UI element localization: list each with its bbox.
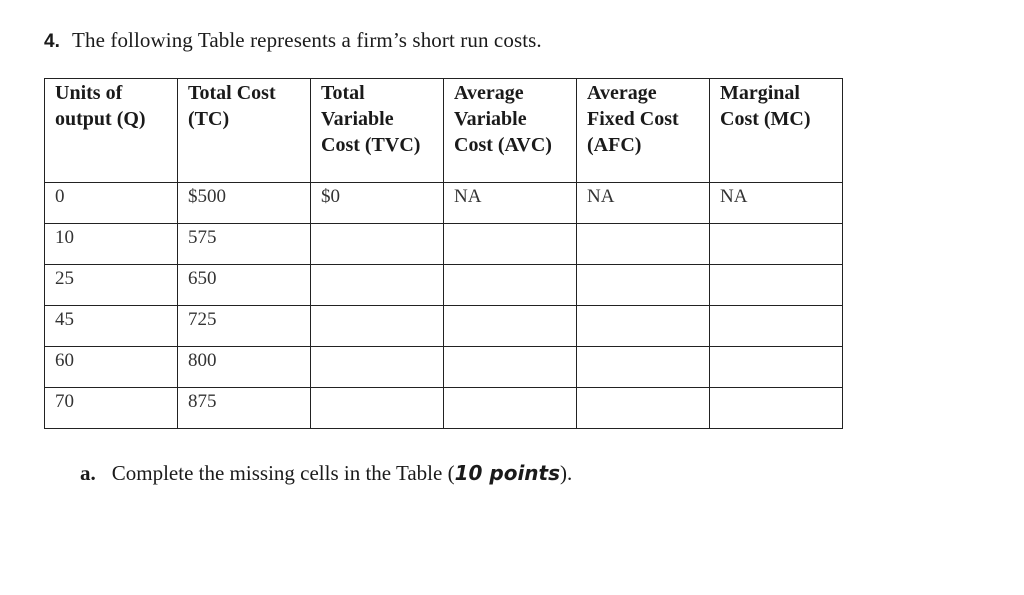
cell-tvc[interactable] [311,306,444,347]
cell-mc[interactable] [710,224,843,265]
subquestion-letter: a. [80,461,96,485]
cell-mc: NA [710,183,843,224]
cell-afc: NA [577,183,710,224]
header-units-of-output: Units of output (Q) [45,79,178,183]
cell-mc[interactable] [710,388,843,429]
table-row [45,265,843,306]
cell-tc: 650 [178,265,311,306]
cell-q: 0 [45,183,178,224]
subquestion-text: Complete the missing cells in the Table ( [111,461,455,485]
cell-mc[interactable] [710,265,843,306]
cell-tvc[interactable] [311,224,444,265]
cell-tvc[interactable] [311,347,444,388]
header-average-variable-cost: Average Variable Cost (AVC) [444,79,577,183]
cell-mc[interactable] [710,347,843,388]
cell-q: 45 [45,306,178,347]
cell-avc[interactable] [444,388,577,429]
header-total-variable-cost: Total Variable Cost (TVC) [311,79,444,183]
cell-avc[interactable] [444,224,577,265]
cell-tc: 575 [178,224,311,265]
subquestion-a [80,461,572,486]
cell-afc[interactable] [577,388,710,429]
cell-tvc: $0 [311,183,444,224]
cell-tc: $500 [178,183,311,224]
cost-table [44,78,843,429]
subquestion-text-end: ). [560,461,573,485]
cell-avc[interactable] [444,306,577,347]
question-heading [44,28,542,53]
cell-tc: 875 [178,388,311,429]
table-row [45,224,843,265]
header-marginal-cost: Marginal Cost (MC) [710,79,843,183]
cell-afc[interactable] [577,306,710,347]
cell-avc[interactable] [444,265,577,306]
question-number: 4. [44,31,61,52]
cell-q: 25 [45,265,178,306]
question-text: The following Table represents a firm’s short run costs. [72,28,542,52]
cell-afc[interactable] [577,265,710,306]
table-header-row [45,79,843,183]
subquestion-points: 10 points [454,461,561,485]
cell-afc[interactable] [577,347,710,388]
cell-tvc[interactable] [311,388,444,429]
table-row [45,183,843,224]
cell-afc[interactable] [577,224,710,265]
cell-q: 70 [45,388,178,429]
cell-tc: 725 [178,306,311,347]
cell-q: 10 [45,224,178,265]
table-row [45,347,843,388]
cell-avc[interactable] [444,347,577,388]
table-row [45,306,843,347]
cell-q: 60 [45,347,178,388]
header-total-cost: Total Cost (TC) [178,79,311,183]
cell-tvc[interactable] [311,265,444,306]
cell-mc[interactable] [710,306,843,347]
table-row [45,388,843,429]
cell-tc: 800 [178,347,311,388]
cell-avc: NA [444,183,577,224]
header-average-fixed-cost: Average Fixed Cost (AFC) [577,79,710,183]
